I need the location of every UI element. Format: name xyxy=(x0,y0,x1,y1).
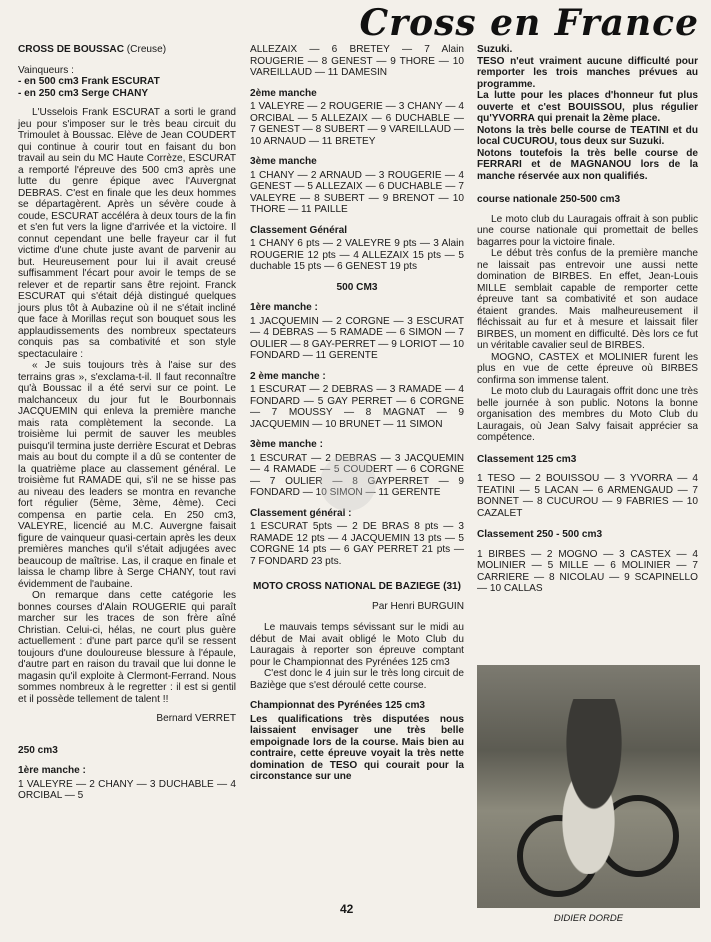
paragraph: C'est donc le 4 juin sur le très long circuit de Baziège que s'est déroulé cette course. xyxy=(250,668,464,691)
heat-results: 1 JACQUEMIN — 2 CORGNE — 3 ESCURAT — 4 DEBRAS — 5 RAMADE — 6 SIMON — 7 OULIER — 8 GAY-PERRET — 9 LORIOT — 10 FONDARD — 11 GERENTE xyxy=(250,315,464,361)
paragraph: L'Usselois Frank ESCURAT a sorti le grand jeu pour s'imposer sur le très beau circuit du Trimoulet à Boussac. Elève de Jean COUDERT qui continue à courir tout en faisant du bon travail au sein du MC Haute Corrèze, ESCURAT a remporté l'épreuve des 500 cm3 après une lutte du genre épique avec l'Auvergnat DEBRAS. C'est en finale que les deux hommes se départagèrent. Après un sévère coude à coude, ESCURAT accéléra à deux tours de la fin et s'en fut vers la ligne d'arrivée et la victoire. Il connut cependant une belle frayeur car il fut victime d'une chute juste avant de parvenir au but. Heureusement pour lui il avait creusé suffisamment l'écart pour avoir le temps de se relever et de repartir sans être rejoint. Franck ESCURAT qui s'était déjà distingué quelques jours plus tôt à Aubazine où il ne s'était incliné que face à Morillas reçut son bouquet sous les applaudissements des nombreux spectateurs conquis pas sa combativité et son style spectaculaire : xyxy=(18,107,236,360)
bold-paragraph: TESO n'eut vraiment aucune difficulté pour remporter les trois manches prévues au programme. xyxy=(477,55,698,90)
standings: 1 CHANY 6 pts — 2 VALEYRE 9 pts — 3 Alain ROUGERIE 12 pts — 4 ALLEZAIX 15 pts — 5 duchable 15 pts — 6 GENEST 19 pts xyxy=(250,238,464,272)
heat-title: 1ère manche : xyxy=(250,302,318,313)
bold-paragraph: Notons la très belle course de TEATINI et du local CUCUROU, tous deux sur Suzuki. xyxy=(477,124,698,147)
paragraph: Le moto club du Lauragais offrit donc une très belle journée à son public. Notons la bonne organisation des membres du Moto Club du Lauragais, où Jean Salvy faisait apprécier sa compétence. xyxy=(477,386,698,443)
section-heading: Championnat des Pyrénées 125 cm3 xyxy=(250,700,426,711)
heat-results: ALLEZAIX — 6 BRETEY — 7 Alain ROUGERIE — 8 GENEST — 9 THORE — 10 VAREILLAUD — 11 DAMESIN xyxy=(250,44,464,78)
heat-results: 1 VALEYRE — 2 ROUGERIE — 3 CHANY — 4 ORCIBAL — 5 ALLEZAIX — 6 DUCHABLE — 7 GENEST — 8 SUBERT — 9 VAREILLAUD — 10 ARNAUD — 11 BRETEY xyxy=(250,101,464,147)
standings: 1 ESCURAT 5pts — 2 DE BRAS 8 pts — 3 RAMADE 12 pts — 4 JACQUEMIN 13 pts — 5 CORGNE 14 pts — 6 GAY PERRET 21 pts — 7 FONDARD 23 pts. xyxy=(250,521,464,567)
standings-title: Classement 250 - 500 cm3 xyxy=(477,529,603,540)
author: Bernard VERRET xyxy=(156,713,236,724)
standings-title: Classement 125 cm3 xyxy=(477,453,577,465)
column-2 xyxy=(250,44,464,783)
heat-title: 1ère manche : xyxy=(18,765,86,776)
winner-250: - en 250 cm3 Serge CHANY xyxy=(18,87,149,99)
paragraph: Le début très confus de la première manche ne laissait pas entrevoir une aussi nette domination de BIRBES. En effet, Jean-Louis MILLE semblait capable de remporter cette épreuve tant sa combativité et son audace étaient grandes. Mais malheureusement il fléchissait au fur et à mesure et laissait filer BIRBES, un moment en difficulté. Dès lors ce fut un véritable cavalier seul de BIRBES. xyxy=(477,248,698,351)
heat-results: 1 ESCURAT — 2 DEBRAS — 3 RAMADE — 4 FONDARD — 5 GAY PERRET — 6 CORGNE — 7 MOUSSY — 8 MAGNAT — 9 JACQUEMIN — 10 BRUNET — 11 SIMON xyxy=(250,384,464,430)
bold-paragraph: Les qualifications très disputées nous laissaient envisager une très belle empoignade lors de la course. Mais bien au contraire, cette épreuve voyait la très nette domination de TESO qui courait pour la circonstance sur une xyxy=(250,713,464,782)
paragraph: Le mauvais temps sévissant sur le midi au début de Mai avait obligé le Moto Club du Lauragais à reporter son épreuve comptant pour le Championnat des Pyrénées 125 cm3 xyxy=(250,622,464,668)
bold-paragraph: La lutte pour les places d'honneur fut plus ouverte et c'est BOUISSOU, plus régulier qu'YVORRA qui prenait la 2ème place. xyxy=(477,90,698,124)
heat-title: 2ème manche xyxy=(250,87,317,99)
section-heading: course nationale 250-500 cm3 xyxy=(477,194,621,205)
article-title: MOTO CROSS NATIONAL DE BAZIEGE (31) xyxy=(252,581,462,592)
byline: Par Henri BURGUIN xyxy=(372,600,464,612)
standings: 1 TESO — 2 BOUISSOU — 3 YVORRA — 4 TEATINI — 5 LACAN — 6 ARMENGAUD — 7 BONNET — 8 CUCUROU — 9 FABRIES — 10 CAZALET xyxy=(477,473,698,519)
page-number: 42 xyxy=(340,902,354,916)
rider xyxy=(539,699,649,874)
photo-caption: DIDIER DORDE xyxy=(553,913,624,924)
column-3 xyxy=(477,44,698,595)
winner-500: - en 500 cm3 Frank ESCURAT xyxy=(18,76,160,87)
heat-title: 3ème manche xyxy=(250,156,317,167)
bold-paragraph: Suzuki. xyxy=(477,44,513,55)
paragraph: Le moto club du Lauragais offrait à son public une course nationale qui promettait de belles bagarres pour la victoire finale. xyxy=(477,213,698,248)
paragraph: On remarque dans cette catégorie les bonnes courses d'Alain ROUGERIE qui paraît marcher sur les traces de son frère aîné Christian. Celui-ci, hélas, ne court plus guère actuellement : d'une part parce qu'il se ressent toujours d'une douloureuse blessure à l'épaule, d'autre part en raison du travail que lui donne le magasin qu'il exploite à Clermont-Ferrand. Nous sommes nombreux à le regretter : il est si gentil et il possède tellement de talent !! xyxy=(18,590,236,705)
standings: 1 BIRBES — 2 MOGNO — 3 CASTEX — 4 MOLINIER — 5 MILLE — 6 MOLINIER — 7 CARRIERE — 8 NICOLAU — 9 SCAPINELLO — 10 CALLAS xyxy=(477,548,698,594)
standings-title: Classement Général xyxy=(250,224,348,236)
winners-label: Vainqueurs : xyxy=(18,64,74,76)
standings-title: Classement général : xyxy=(250,507,352,519)
category-heading: 250 cm3 xyxy=(18,744,58,756)
paragraph: « Je suis toujours très à l'aise sur des terrains gras », s'exclama-t-il. Il faut reconnaître qu'à Boussac il a été servi sur ce point. Le malchanceux du jour fut le Bourbonnais JACQUEMIN qui enleva la première manche mais rata complètement la seconde. La troisième lui permit de sauver les meubles puisqu'il termina juste derrière Escurat et Debras mais au bout du compte il a dû se contenter de la quatrième place au classement général. Le troisième fut RAMADE qui, s'il ne se hisse pas au niveau des leaders se montra en revanche fort régulier (5ème, 3ème, 4ème). Ceci compensa en partie cela. En 250 cm3, VALEYRE, licencié au M.C. Auvergne faisait figure de vainqueur quasi-certain après les deux premières manches qu'il s'était adjugées avec beaucoup de maîtrise. Las, il craque en finale et laissa le champ libre à Serge CHANY, tout ravi évidemment de l'aubaine. xyxy=(18,360,236,590)
watermark-stamp xyxy=(320,455,376,511)
motocross-photo xyxy=(477,665,700,908)
column-1 xyxy=(18,44,236,802)
heat-title: 3ème manche : xyxy=(250,439,323,450)
paragraph: MOGNO, CASTEX et MOLINIER furent les plus en vue de cette épreuve où BIRBES confirma son immense talent. xyxy=(477,351,698,386)
heat-results: 1 CHANY — 2 ARNAUD — 3 ROUGERIE — 4 GENEST — 5 ALLEZAIX — 6 DUCHABLE — 7 VALEYRE — 8 SUBERT — 9 BRENOT — 10 THORE — 11 PAILLE xyxy=(250,169,464,215)
masthead: Cross en France xyxy=(359,2,699,44)
heat-results: 1 ESCURAT — 2 DEBRAS — 3 JACQUEMIN — 4 RAMADE — 5 COUDERT — 6 CORGNE — 7 OULIER — 8 GAYPERRET — 9 FONDARD — 10 SIMON — 11 GERENTE xyxy=(250,452,464,498)
category-heading: 500 CM3 xyxy=(336,281,378,293)
bold-paragraph: Notons toutefois la très belle course de FERRARI et de MAGNANOU lors de la manche réservée aux non qualifiés. xyxy=(477,147,698,182)
article-title: CROSS DE BOUSSAC (Creuse) xyxy=(18,44,167,55)
heat-title: 2 ème manche : xyxy=(250,370,326,382)
heat-results: 1 VALEYRE — 2 CHANY — 3 DUCHABLE — 4 ORCIBAL — 5 xyxy=(18,778,236,801)
